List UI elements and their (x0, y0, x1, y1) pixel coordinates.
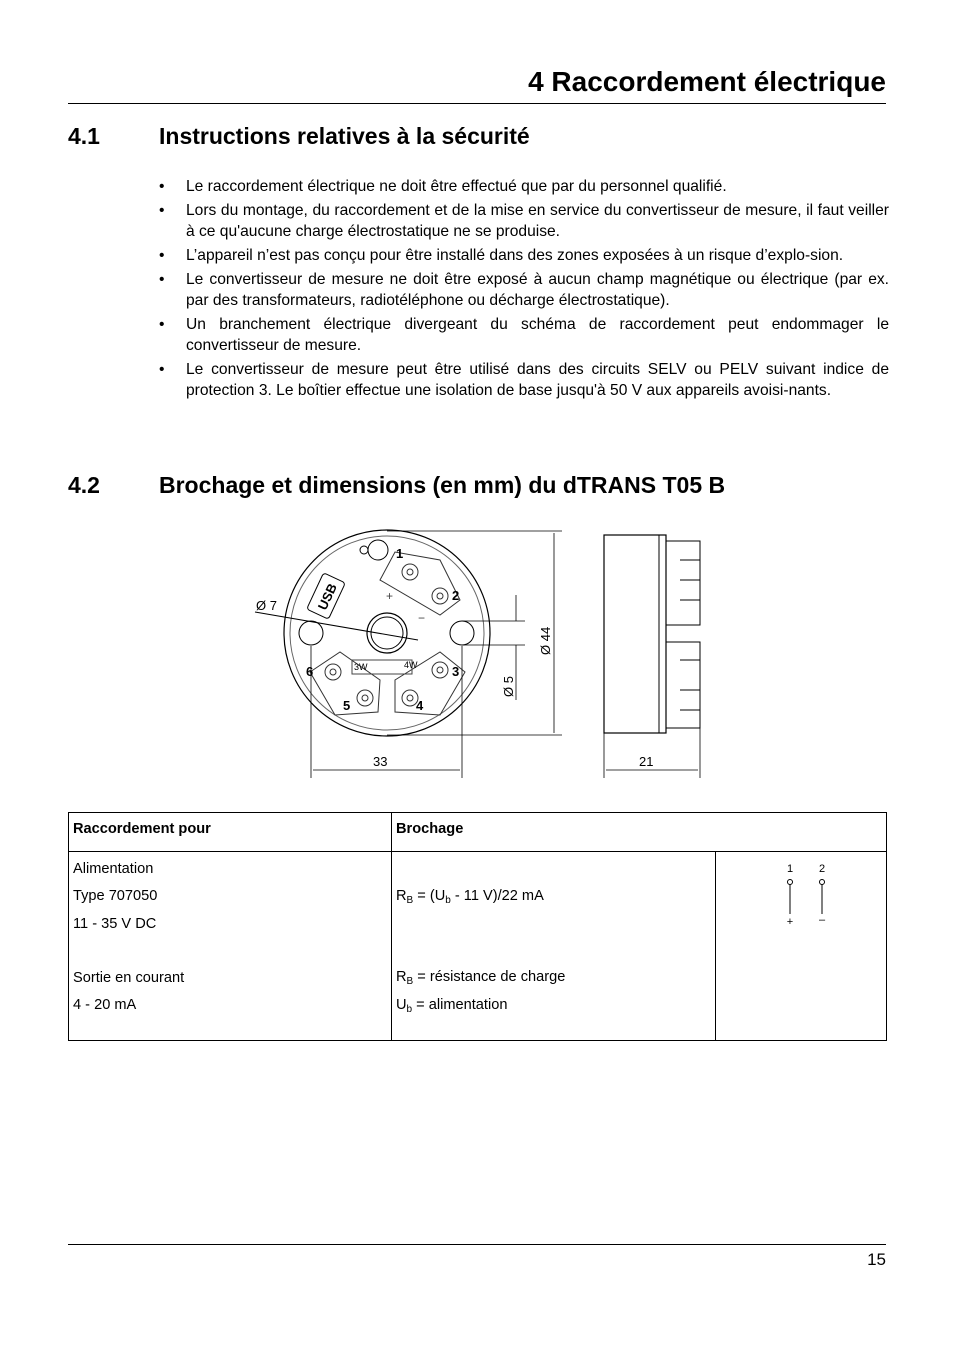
housing-inner-rim (290, 536, 484, 730)
pin-1-terminal (788, 880, 793, 885)
bullet-symbol: • (159, 361, 165, 378)
dimension-drawing (240, 525, 720, 785)
section-1-number: 4.1 (68, 123, 100, 149)
list-item: • L’appareil n’est pas conçu pour être installé dans des zones exposées à un risque d’explo-sion. (159, 247, 844, 264)
bullet-symbol: • (159, 178, 165, 195)
section-2-number: 4.2 (68, 472, 100, 498)
legend-rb: $R_B$ = résistance de charge (396, 969, 566, 988)
bullet-symbol: • (159, 247, 165, 264)
pin-diagram-cell (716, 852, 887, 1041)
terminal-1: 1 (396, 546, 404, 561)
label-d7: Ø 7 (256, 598, 277, 613)
list-item: • Le convertisseur de mesure ne doit être exposé à aucun champ magnétique ou électrique (par ex. par des transformateurs, radiotéléphone ou décharge électrostatique). (159, 271, 889, 309)
top-pin (368, 540, 388, 560)
label-d5: Ø 5 (501, 676, 516, 697)
plus-mark: + (386, 589, 394, 603)
connection-cell (69, 852, 392, 1041)
usb-connector (307, 573, 346, 619)
usb-label: USB (314, 581, 340, 613)
terminal-3: 3 (452, 664, 460, 679)
connection-table (68, 812, 887, 1041)
bullet-symbol: • (159, 316, 165, 333)
label-d44: Ø 44 (538, 626, 553, 655)
output-range: 4 - 20 mA (73, 997, 137, 1014)
header-rule (68, 103, 886, 104)
bullet-symbol: • (159, 271, 165, 288)
power-type: Type 707050 (73, 888, 158, 905)
table-header-row (69, 813, 887, 852)
dim-21: 21 (639, 754, 654, 769)
terminal-4: 4 (416, 698, 424, 713)
pin-diagram (720, 856, 880, 936)
output-label: Sortie en courant (73, 969, 185, 986)
mounting-hole-left (299, 621, 323, 645)
label-4w: 4W (404, 660, 418, 670)
terminal-2: 2 (452, 588, 460, 603)
pin-1-number: 1 (786, 863, 794, 875)
safety-list (159, 176, 889, 404)
list-item: • Le convertisseur de mesure peut être utilisé dans des circuits SELV ou PELV suivant indice de protection 3. Le boîtier effectue une isolation de base jusqu'à 50 V aux appareils avoisi-nants. (159, 361, 889, 399)
chapter-title: 4 Raccordement électrique (528, 66, 886, 97)
terminal-6: 6 (306, 664, 314, 679)
dim-33: 33 (373, 754, 388, 769)
table-row (69, 852, 887, 1041)
housing-outline (284, 530, 490, 736)
d7-leader (255, 612, 418, 640)
minus-mark: − (418, 611, 426, 625)
mounting-hole-right (450, 621, 474, 645)
pinout-cell (392, 852, 716, 1041)
list-item: • Lors du montage, du raccordement et de la mise en service du convertisseur de mesure, il faut veiller à ce qu'aucune charge électrostatique ne se produise. (159, 202, 889, 240)
center-hole (367, 613, 407, 653)
side-view (604, 535, 700, 733)
list-item: • Le raccordement électrique ne doit être effectué que par du personnel qualifié. (159, 178, 727, 195)
footer-rule (68, 1244, 886, 1245)
power-voltage: 11 - 35 V DC (73, 915, 157, 932)
load-formula: $R_B = (U_b - 11$ V)/22 mA (396, 888, 544, 906)
list-item: • Un branchement électrique divergeant du schéma de raccordement peut endommager le convertisseur de mesure. (159, 316, 889, 354)
label-3w: 3W (354, 662, 368, 672)
pin-1-polarity: + (786, 916, 794, 928)
terminal-numbers (306, 546, 459, 713)
section-2-title: Brochage et dimensions (en mm) du dTRANS T05 B (159, 472, 726, 498)
terminal-block-top (380, 552, 460, 615)
pin-2-polarity: – (818, 914, 826, 926)
header-connection: Raccordement pour (69, 813, 392, 852)
pin-2-terminal (820, 880, 825, 885)
terminal-5: 5 (343, 698, 351, 713)
section-1-title: Instructions relatives à la sécurité (159, 123, 530, 149)
pin-2-number: 2 (818, 863, 826, 875)
bullet-symbol: • (159, 202, 165, 219)
page-number: 15 (867, 1250, 886, 1269)
power-label: Alimentation (73, 861, 154, 877)
legend-ub: $U_b$ = alimentation (396, 996, 508, 1015)
header-pinout: Brochage (392, 813, 887, 852)
top-pin-small (360, 546, 368, 554)
